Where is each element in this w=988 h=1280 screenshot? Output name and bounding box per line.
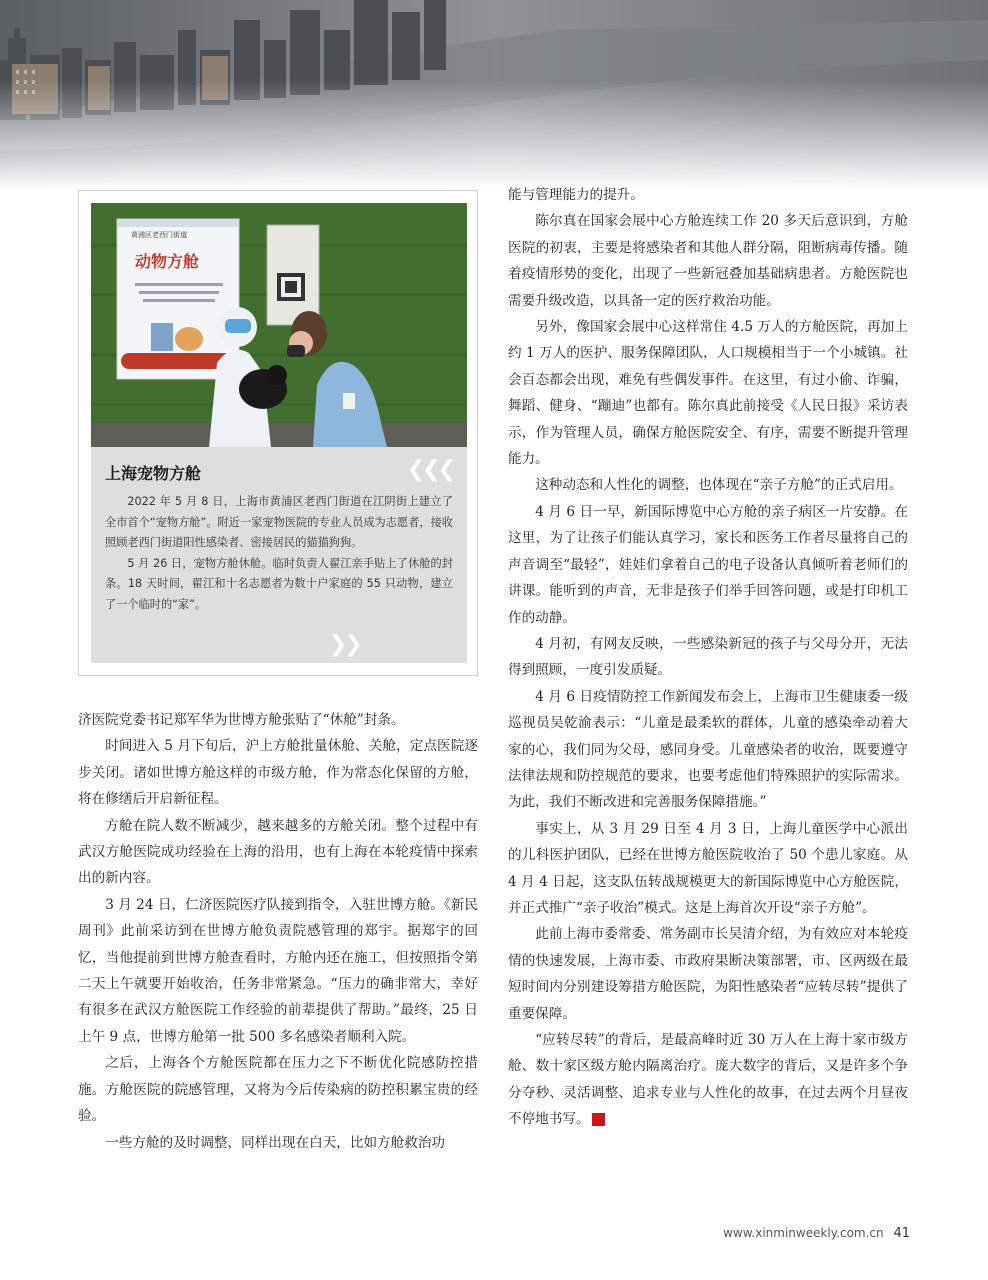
page-number: 41 — [893, 1226, 910, 1241]
website-url: www.xinminweekly.com.cn — [723, 1226, 884, 1240]
body-paragraph: 方舱在院人数不断减少，越来越多的方舱关闭。整个过程中有武汉方舱医院成功经验在上海的沿用，也有上海在本轮疫情中探索出的新内容。 — [78, 817, 478, 887]
poster-title-text: 动物方舱 — [135, 252, 200, 271]
body-paragraph: 陈尔真在国家会展中心方舱连续工作 20 多天后意识到，方舱医院的初衷，主要是将感染者和其他人群分隔，阻断病毒传播。随着疫情形势的变化，出现了一些新冠叠加基础病患者。方舱医院也需要升级改造，以具备一定的医疗救治功能。 — [508, 213, 908, 309]
caption-paragraph: 5 月 26 日，宠物方舱休舱。临时负责人翟江亲手贴上了休舱的封条。18 天时间，翟江和十名志愿者为数十户家庭的 55 只动物，建立了一个临时的“家”。 — [105, 556, 453, 611]
close-quote-icon: ❯❯ — [329, 632, 360, 657]
body-paragraph: 另外，像国家会展中心这样常住 4.5 万人的方舱医院，再加上约 1 万人的医护、服务保障团队，人口规模相当于一个小城镇。社会百态都会出现，难免有些偶发事件。在这里，有过小偷、诈骗，舞蹈、健身、“蹦迪”也都有。陈尔真此前接受《人民日报》采访表示，作为管理人员，确保方舱医院安全、有序，需要不断提升管理能力。 — [508, 319, 908, 468]
last-paragraph-text: “应转尽转”的背后，是最高峰时近 30 万人在上海十家市级方舱、数十家区级方舱内隔离治疗。庞大数字的背后，又是许多个争分夺秒、灵活调整、追求专业与人性化的故事，在过去两个月昼夜不停地书写。 — [508, 1032, 908, 1128]
page-footer — [723, 1226, 910, 1241]
body-paragraph: 能与管理能力的提升。 — [508, 187, 644, 203]
body-paragraph: 之后，上海各个方舱医院都在压力之下不断优化院感防控措施。方舱医院的院感管理，又将为今后传染病的防控积累宝贵的经验。 — [78, 1055, 478, 1125]
body-paragraph: 事实上，从 3 月 29 日至 4 月 3 日，上海儿童医学中心派出的儿科医护团队，已经在世博方舱医院收治了 50 个患儿家庭。从 4 月 4 日起，这支队伍转战规模更大的新国际博览中心方舱医院，并正式推广“亲子收治”模式。这是上海首次开设“亲子方舱”。 — [508, 820, 908, 916]
caption-paragraph: 2022 年 5 月 8 日，上海市黄浦区老西门街道在江阴街上建立了全市首个“宠物方舱”。附近一家宠物医院的专业人员成为志愿者，接收照顾老西门街道阳性感染者、密接居民的猫猫狗狗。 — [105, 495, 453, 549]
header-banner-image — [0, 0, 988, 190]
right-text-column — [508, 182, 908, 1133]
body-paragraph: 时间进入 5 月下旬后，沪上方舱批量休舱、关舱，定点医院逐步关闭。诸如世博方舱这样的市级方舱，作为常态化保留的方舱，将在修缮后开启新征程。 — [78, 738, 478, 808]
photo-caption — [91, 447, 467, 663]
body-paragraph: 一些方舱的及时调整，同样出现在白天，比如方舱救治功 — [105, 1134, 446, 1151]
end-mark-icon: 民 — [592, 1113, 605, 1126]
body-paragraph: 此前上海市委常委、常务副市长吴清介绍，为有效应对本轮疫情的快速发展，上海市委、市政府果断决策部署，市、区两级在最短时间内分别建设筹措方舱医院，为阳性感染者“应转尽转”提供了重要保障。 — [508, 926, 908, 1022]
body-paragraph: 3 月 24 日，仁济医院医疗队接到指令，入驻世博方舱。《新民周刊》此前采访到在世博方舱负责院感管理的郑宇。据郑宇的回忆，当他提前到世博方舱查看时，方舱内还在施工，但按照指令第二天上午就要开始收治，任务非常紧急。“压力的确非常大，幸好有很多在武汉方舱医院工作经验的前辈提供了帮助。”最终，25 日上午 9 点，世博方舱第一批 500 多名感染者顺利入院。 — [78, 896, 478, 1045]
caption-title: 上海宠物方舱 — [105, 464, 202, 483]
body-paragraph: 4 月初，有网友反映，一些感染新冠的孩子与父母分开，无法得到照顾，一度引发质疑。 — [508, 635, 908, 679]
city-skyline-illustration — [0, 0, 988, 190]
body-paragraph-last — [508, 1027, 908, 1133]
open-quote-icon: ❮❮❮ — [406, 457, 453, 482]
left-text-column — [78, 707, 478, 1156]
poster-district-text: 黄浦区老西门街道 — [131, 231, 187, 239]
body-paragraph: 这种动态和人性化的调整，也体现在“亲子方舱”的正式启用。 — [535, 477, 903, 494]
photo-sidebar-box — [78, 190, 478, 676]
body-paragraph: 济医院党委书记郑军华为世博方舱张贴了“休舱”封条。 — [78, 712, 405, 728]
body-paragraph: 4 月 6 日一早，新国际博览中心方舱的亲子病区一片安静。在这里，为了让孩子们能认真学习，家长和医务工作者尽量将自己的声音调至“最轻”，娃娃们拿着自己的电子设备认真倾听着老师们的讲课。能听到的声音，无非是孩子们举手回答问题，或是打印机工作的动静。 — [508, 503, 908, 626]
pet-shelter-scene-illustration — [91, 203, 467, 447]
pet-shelter-photo — [91, 203, 467, 447]
body-paragraph: 4 月 6 日疫情防控工作新闻发布会上，上海市卫生健康委一级巡视员吴乾渝表示：“儿童是最柔软的群体，儿童的感染牵动着大家的心，我们同为父母，感同身受。儿童感染者的收治，既要遵守法律法规和防控规范的要求，也要考虑他们特殊照护的实际需求。为此，我们不断改进和完善服务保障措施。” — [508, 688, 908, 811]
